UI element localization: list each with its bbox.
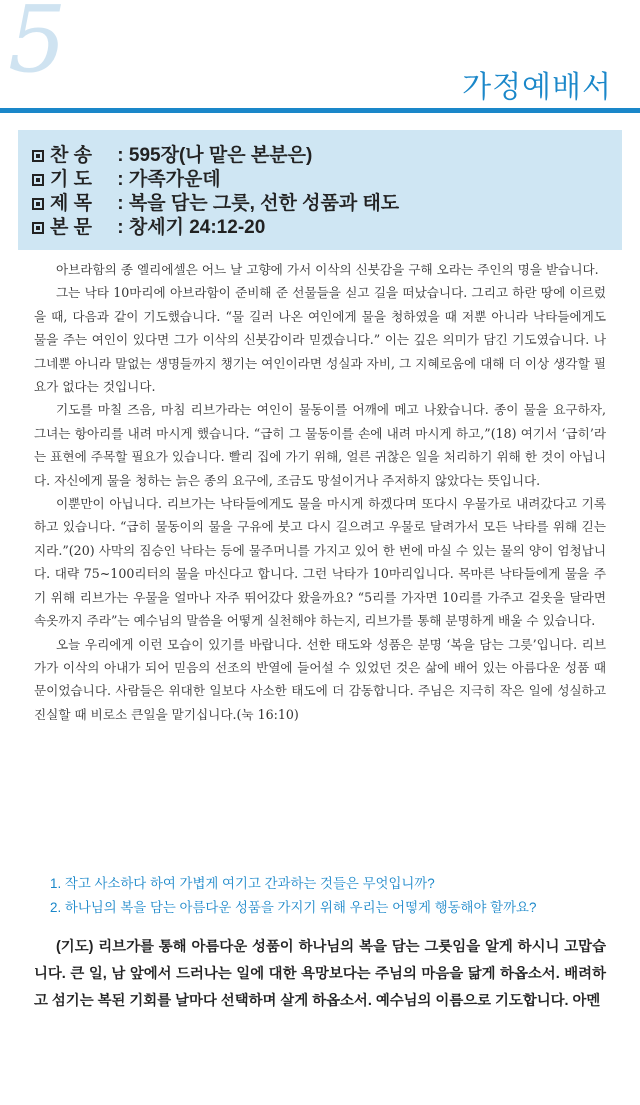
info-value: : 595장(나 맡은 본분은) xyxy=(112,145,313,166)
info-row-hymn xyxy=(32,144,622,168)
info-label: 제 목 xyxy=(50,193,92,214)
body-paragraph: 아브라함의 종 엘리에셀은 어느 날 고향에 가서 이삭의 신붓감을 구해 오라는 주인의 명을 받습니다. xyxy=(56,262,599,277)
title-rule xyxy=(0,108,640,113)
square-bullet-icon xyxy=(32,198,44,210)
info-value: : 창세기 24:12-20 xyxy=(112,217,266,238)
body-paragraph: 오늘 우리에게 이런 모습이 있기를 바랍니다. 선한 태도와 성품은 분명 ‘복을 담는 그릇’입니다. 리브가가 이삭의 아내가 되어 믿음의 선조의 반열에 들어설 수 있었던 것은 삶에 배어 있는 아름다운 성품 때문이었습니다. 사람들은 위대한 일보다 사소한 태도에 더 감동합니다. 주님은 지극히 작은 일에 성실하고 진실할 때 비로소 큰일을 맡기십니다.(눅 16:10) xyxy=(34,636,606,722)
discussion-questions xyxy=(50,872,610,920)
question-item: 1. 작고 사소하다 하여 가볍게 여기고 간과하는 것들은 무엇입니까? xyxy=(50,876,435,891)
page-number: 5 xyxy=(8,0,67,93)
body-text xyxy=(34,258,606,726)
question-item: 2. 하나님의 복을 담는 아름다운 성품을 가지기 위해 우리는 어떻게 행동해야 할까요? xyxy=(50,900,537,915)
body-paragraph: 그는 낙타 10마리에 아브라함이 준비해 준 선물들을 싣고 길을 떠났습니다. 그리고 하란 땅에 이르렀을 때, 다음과 같이 기도했습니다. “물 길러 나온 여인에게 물을 청하였을 때 저뿐 아니라 낙타들에게도 물을 주는 여인이 있다면 그가 이삭의 신붓감이라 믿겠습니다.” 이는 깊은 의미가 담긴 기도였습니다. 나그네뿐 아니라 말없는 생명들까지 챙기는 여인이라면 성실과 자비, 그 지혜로움에 대해 더 이상 생각할 필요가 없다는 것입니다. xyxy=(34,285,606,395)
square-bullet-icon xyxy=(32,222,44,234)
page-title: 가정예배서 xyxy=(462,70,612,105)
info-label: 기 도 xyxy=(50,169,92,190)
info-box xyxy=(18,130,622,250)
closing-prayer xyxy=(34,934,606,1015)
body-paragraph: 기도를 마칠 즈음, 마침 리브가라는 여인이 물동이를 어깨에 메고 나왔습니다. 종이 물을 요구하자, 그녀는 항아리를 내려 마시게 했습니다. “급히 그 물동이를 손에 내려 마시게 하고,”(18) 여기서 ‘급히’라는 표현에 주목할 필요가 있습니다. 빨리 집에 가기 위해, 얼른 귀찮은 일을 처리하기 위해 한 것이 아닙니다. 자신에게 물을 청하는 늙은 종의 요구에, 조금도 망설이거나 주저하지 않았다는 뜻입니다. xyxy=(34,402,606,488)
info-label: 본 문 xyxy=(50,217,92,238)
square-bullet-icon xyxy=(32,150,44,162)
info-row-text xyxy=(32,216,622,240)
info-value: : 가족가운데 xyxy=(112,169,221,190)
square-bullet-icon xyxy=(32,174,44,186)
body-paragraph: 이뿐만이 아닙니다. 리브가는 낙타들에게도 물을 마시게 하겠다며 또다시 우물가로 내려갔다고 기록하고 있습니다. “급히 물동이의 물을 구유에 붓고 다시 길으려고 우물로 달려가서 모든 낙타를 위해 긷는지라.”(20) 사막의 짐승인 낙타는 등에 물주머니를 가지고 있어 한 번에 마실 수 있는 물의 양이 엄청납니다. 대략 75~100리터의 물을 마신다고 합니다. 그런 낙타가 10마리입니다. 목마른 낙타들에게 물을 주기 위해 리브가는 우물을 얼마나 자주 뛰어갔다 왔을까요? “5리를 가자면 10리를 가주고 겉옷을 달라면 속옷까지 주라”는 예수님의 말씀을 어떻게 실천해야 하는지, 리브가를 통해 분명하게 배울 수 있습니다. xyxy=(34,496,606,629)
info-value: : 복을 담는 그릇, 선한 성품과 태도 xyxy=(112,193,400,214)
info-row-title xyxy=(32,192,622,216)
info-row-prayer xyxy=(32,168,622,192)
info-label: 찬 송 xyxy=(50,145,92,166)
prayer-text: (기도) 리브가를 통해 아름다운 성품이 하나님의 복을 담는 그릇임을 알게 하시니 고맙습니다. 큰 일, 남 앞에서 드러나는 일에 대한 욕망보다는 주님의 마음을 닮게 하옵소서. 배려하고 섬기는 복된 기회를 날마다 선택하며 살게 하옵소서. 예수님의 이름으로 기도합니다. 아멘 xyxy=(34,939,606,1009)
